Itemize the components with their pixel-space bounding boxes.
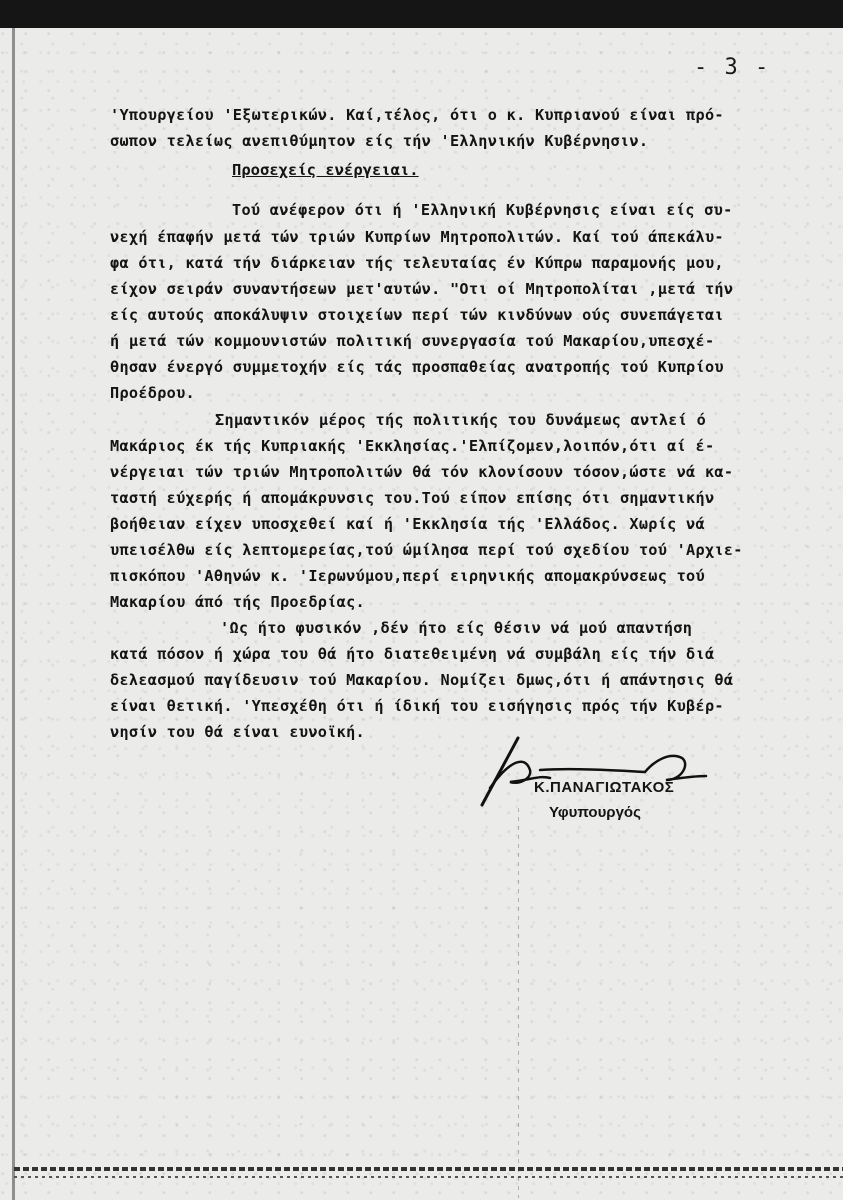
bottom-rule-secondary [14, 1176, 843, 1178]
text-line: νησίν του θά είναι ευνοϊκή. [110, 723, 365, 741]
text-line: 'Ως ήτο φυσικόν ,δέν ήτο είς θέσιν νά μού απαντήση [220, 619, 693, 637]
fold-mark [518, 808, 519, 1198]
text-line: είναι θετική. 'Υπεσχέθη ότι ή ίδική του εισήγησις πρός τήν Κυβέρ- [110, 697, 724, 715]
text-line: υπεισέλθω είς λεπτομερείας,τού ώμίλησα περί τού σχεδίου τού 'Αρχιε- [110, 541, 743, 559]
section-heading: Προσεχείς ενέργειαι. [232, 161, 419, 179]
text-line: θησαν ένεργό συμμετοχήν είς τάς προσπαθείας ανατροπής τού Κυπρίου [110, 358, 724, 376]
typed-document-page [0, 28, 843, 1200]
text-line: Τού ανέφερον ότι ή 'Ελληνική Κυβέρνησις είναι είς συ- [232, 201, 733, 219]
text-line: είς αυτούς αποκάλυψιν στοιχείων περί τών κινδύνων ούς συνεπάγεται [110, 306, 724, 324]
text-line: βοήθειαν είχεν υποσχεθεί καί ή 'Εκκλησία τής 'Ελλάδος. Χωρίς νά [110, 515, 705, 533]
text-line: φα ότι, κατά τήν διάρκειαν τής τελευταίας έν Κύπρω παραμονής μου, [110, 254, 724, 272]
handwritten-signature [470, 730, 710, 810]
bottom-rule [14, 1167, 843, 1171]
text-line: ή μετά τών κομμουνιστών πολιτική συνεργασία τού Μακαρίου,υπεσχέ- [110, 332, 715, 350]
signatory-name: Κ.ΠΑΝΑΓΙΩΤΑΚΟΣ [534, 779, 675, 796]
text-line: 'Υπουργείου 'Εξωτερικών. Καί,τέλος, ότι ο κ. Κυπριανού είναι πρό- [110, 106, 724, 124]
text-line: πισκόπου 'Αθηνών κ. 'Ιερωνύμου,περί ειρηνικής απομακρύνσεως τού [110, 567, 705, 585]
text-line: νεχή έπαφήν μετά τών τριών Κυπρίων Μητροπολιτών. Καί τού άπεκάλυ- [110, 228, 724, 246]
text-line: ταστή εύχερής ή απομάκρυνσις του.Τού είπον επίσης ότι σημαντικήν [110, 489, 715, 507]
text-line: Προέδρου. [110, 384, 195, 402]
text-line: δελεασμού παγίδευσιν τού Μακαρίου. Νομίζει δμως,ότι ή απάντησις θά [110, 671, 734, 689]
text-line: νέργειαι τών τριών Μητροπολιτών θά τόν κλονίσουν τόσον,ώστε νά κα- [110, 463, 734, 481]
left-margin-rule [12, 28, 15, 1200]
text-line: είχον σειράν συναντήσεων μετ'αυτών. "Οτι οί Μητροπολίται ,μετά τήν [110, 280, 734, 298]
text-line: κατά πόσον ή χώρα του θά ήτο διατεθειμένη νά συμβάλη είς τήν διά [110, 645, 715, 663]
text-line: Σημαντικόν μέρος τής πολιτικής του δυνάμεως αντλεί ό [215, 411, 707, 429]
text-line: Μακάριος έκ τής Κυπριακής 'Εκκλησίας.'Ελπίζομεν,λοιπόν,ότι αί έ- [110, 437, 715, 455]
text-line: σωπον τελείως ανεπιθύμητον είς τήν 'Ελληνικήν Κυβέρνησιν. [110, 132, 649, 150]
text-line: Μακαρίου άπό τής Προεδρίας. [110, 593, 365, 611]
page-number: - 3 - [694, 55, 771, 80]
signatory-title: Υφυπουργός [549, 804, 641, 821]
